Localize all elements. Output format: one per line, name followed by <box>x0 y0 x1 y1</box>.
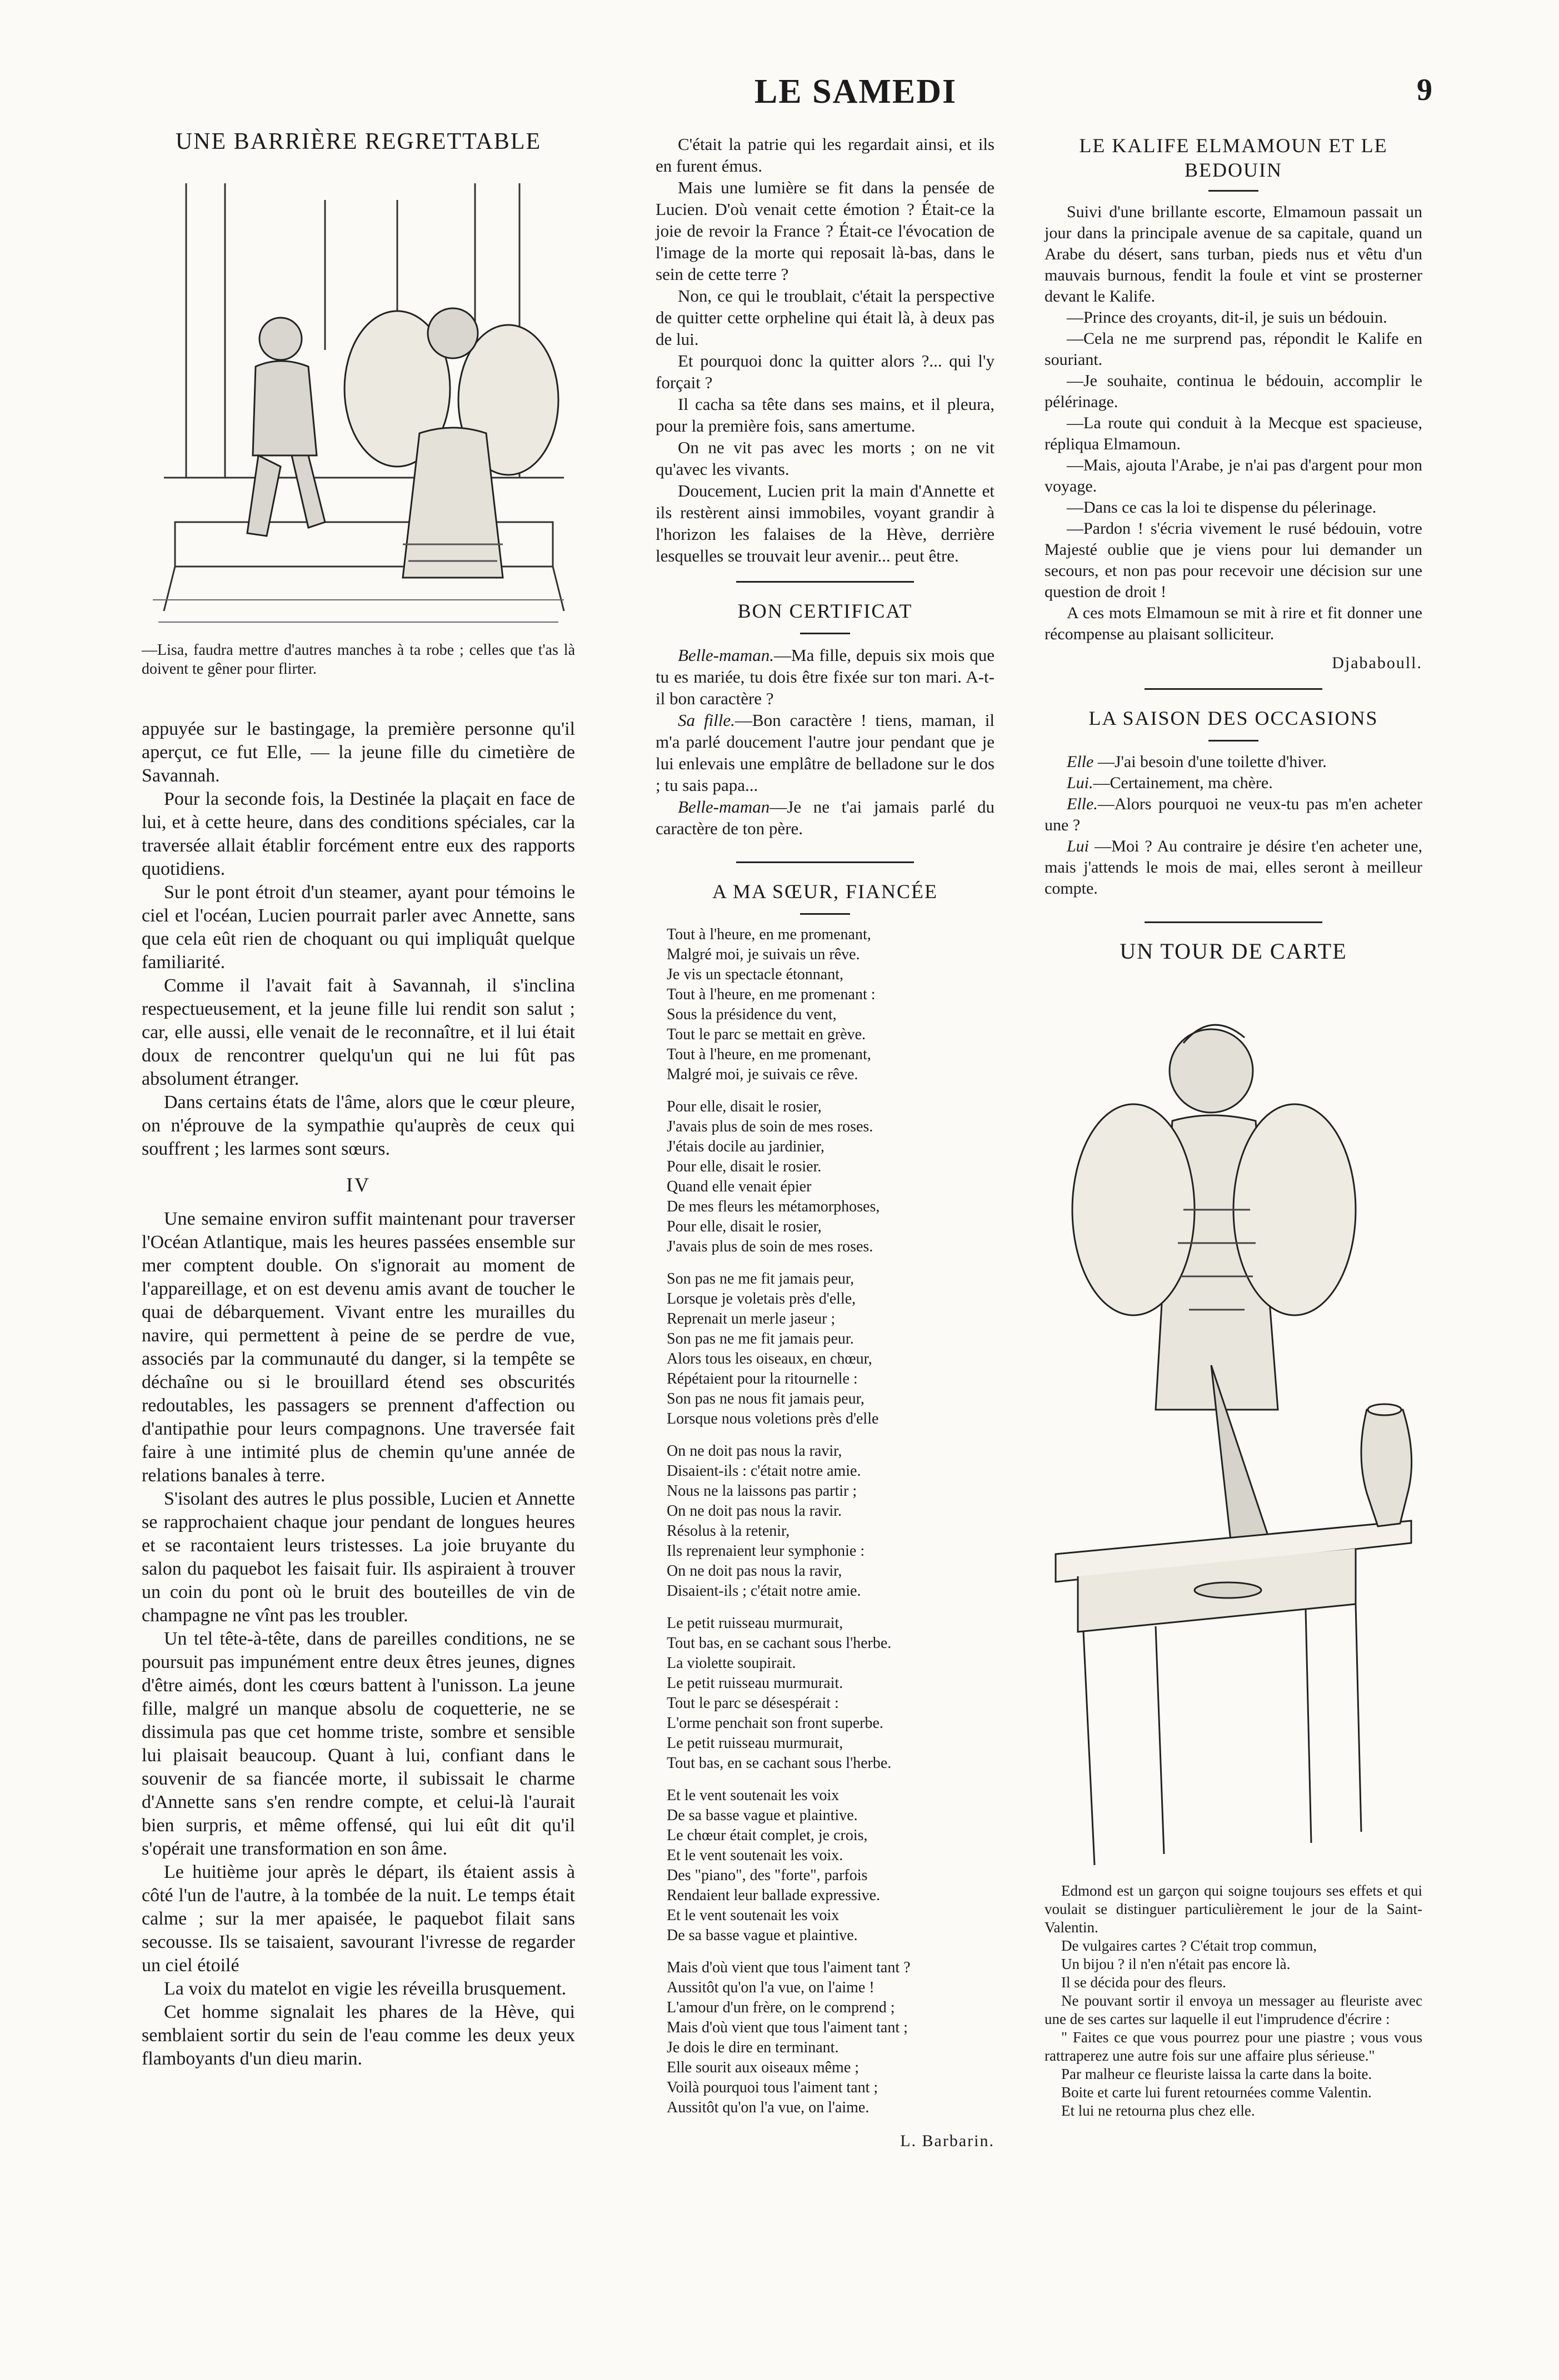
poem-line: Je vis un spectacle étonnant, <box>667 966 844 983</box>
caption-line: Boite et carte lui furent retournées comme Valentin. <box>1061 2084 1372 2101</box>
poem-line: J'étais docile au jardinier, <box>667 1138 825 1155</box>
poem-line: Le petit ruisseau murmurait, <box>667 1735 843 1752</box>
poem-line: Tout bas, en se cachant sous l'herbe. <box>667 1755 892 1772</box>
speaker: Lui <box>1067 837 1090 855</box>
poem-line: Tout le parc se désespérait : <box>667 1695 839 1712</box>
dialogue-saison <box>1045 751 1422 899</box>
paragraph: A ces mots Elmamoun se mit à rire et fit donner une récompense au plaisant solliciteur. <box>1045 604 1422 643</box>
poem-stanza <box>667 1614 995 1773</box>
poem-line: On ne doit pas nous la ravir, <box>667 1562 842 1580</box>
speaker: Elle. <box>1067 795 1098 813</box>
poem-line: Lorsque nous voletions près d'elle <box>667 1410 879 1427</box>
speech: —Certainement, ma chère. <box>1093 774 1273 792</box>
paragraph: —Dans ce cas la loi te dispense du pélerinage. <box>1067 498 1377 517</box>
poem-stanza <box>667 1097 995 1257</box>
paragraph: Suivi d'une brillante escorte, Elmamoun passait un jour dans la principale avenue de sa capitale, quand un Arabe du désert, sans turban, pieds nus et vêtu d'un mauvais burnous, fendit la foule et vint se prosterner devant le Kalife. <box>1045 203 1422 305</box>
poem-line: Ils reprenaient leur symphonie : <box>667 1542 865 1560</box>
poem-line: J'avais plus de soin de mes roses. <box>667 1238 873 1255</box>
divider <box>1145 921 1322 923</box>
caption-line: De vulgaires cartes ? C'était trop commun, <box>1061 1937 1317 1954</box>
paragraph: S'isolant des autres le plus possible, Lucien et Annette se rapprochaient chaque jour pendant de longues heures et se racontaient leurs tristesses. La joie bruyante du salon du paquebot les faisait fuir. Ils aspiraient à trouver un coin du pont où le bruit des bouteilles de vin de champagne ne vînt pas les troubler. <box>142 1489 575 1626</box>
paragraph: Doucement, Lucien prit la main d'Annette et ils restèrent ainsi immobiles, voyant grandir à l'horizon les falaises de la Hève, derrière lesquelles se trouvait leur avenir... peut être. <box>656 481 995 565</box>
poem-line: Son pas ne me fit jamais peur. <box>667 1330 854 1347</box>
dialogue-line <box>656 796 995 839</box>
poem-line: Tout à l'heure, en me promenant, <box>667 1046 871 1063</box>
poem-line: Malgré moi, je suivais ce rêve. <box>667 1066 858 1083</box>
illustration-two-figures <box>142 167 575 633</box>
caption-line: Edmond est un garçon qui soigne toujours ses effets et qui voulait se distinguer particulièrement le jour de la Saint-Valentin. <box>1045 1882 1422 1936</box>
article-body <box>142 718 575 1161</box>
article-title: UNE BARRIÈRE REGRETTABLE <box>175 129 542 154</box>
section-title-carte: UN TOUR DE CARTE <box>1120 939 1347 964</box>
poem-line: Tout bas, en se cachant sous l'herbe. <box>667 1635 892 1652</box>
column-3 <box>1045 133 1422 2120</box>
poem-line: Nous ne la laissons pas partir ; <box>667 1482 857 1500</box>
kalife-author: Djababoull. <box>1332 654 1422 672</box>
poem-line: Je dois le dire en terminant. <box>667 2039 839 2056</box>
speech: —Moi ? Au contraire je désire t'en acheter une, mais j'attends le mois de mai, elles seront à meilleur compte. <box>1045 837 1423 898</box>
poem <box>656 925 995 2118</box>
article-body-continued <box>142 1207 575 2071</box>
dialogue-line <box>1045 794 1422 836</box>
paragraph: Une semaine environ suffit maintenant pour traverser l'Océan Atlantique, mais les heures passées ensemble sur mer comptent double. On s'ignorait au moment de l'appareillage, et on est devenu amis avant de toucher le quai de débarquement. Vivant entre les murailles du navire, qui permettent à peine de se perdre de vue, associés par la communauté du danger, si la tempête se déchaîne ou si le brouillard étend ses obscurités redoutables, les passagers se prennent d'affection ou d'antipathie pour leurs compagnons. Une traversée fait faire à une intimité plus de chemin qu'une année de relations banales à terre. <box>142 1209 575 1486</box>
paragraph: Le huitième jour après le départ, ils étaient assis à côté l'un de l'autre, à la tombée de la nuit. Le temps était calme ; sur la mer apaisée, le paquebot filait sans secousse. Ils se taisaient, savourant l'ivresse de regarder un ciel étoilé <box>142 1862 575 1976</box>
column-1 <box>142 128 575 2071</box>
poem-stanza <box>667 1958 995 2118</box>
paragraph: —Cela ne me surprend pas, répondit le Kalife en souriant. <box>1045 329 1422 369</box>
poem-line: Reprenait un merle jaseur ; <box>667 1310 836 1327</box>
poem-line: Rendaient leur ballade expressive. <box>667 1887 881 1904</box>
poem-line: Des "piano", des "forte", parfois <box>667 1867 868 1884</box>
poem-line: De sa basse vague et plaintive. <box>667 1927 858 1944</box>
poem-line: La violette soupirait. <box>667 1655 796 1672</box>
speech: —Bon caractère ! tiens, maman, il m'a parlé doucement l'autre jour pendant que je lui enlevais une emplâtre de belladone sur le dos ; tu sais papa... <box>656 710 995 795</box>
dialogue-certificat <box>656 644 995 839</box>
section-title-certificat: BON CERTIFICAT <box>737 600 913 622</box>
paragraph: —La route qui conduit à la Mecque est spacieuse, répliqua Elmamoun. <box>1045 414 1422 453</box>
paragraph: appuyée sur le bastingage, la première personne qu'il aperçut, ce fut Elle, — la jeune fille du cimetière de Savannah. <box>142 719 575 786</box>
paragraph: Et pourquoi donc la quitter alors ?... qui l'y forçait ? <box>656 351 995 392</box>
poem-line: L'orme penchait son front superbe. <box>667 1715 883 1732</box>
poem-line: Pour elle, disait le rosier, <box>667 1098 822 1115</box>
poem-line: Disaient-ils ; c'était notre amie. <box>667 1582 861 1600</box>
speaker: Elle <box>1067 753 1094 771</box>
section-title-saison: LA SAISON DES OCCASIONS <box>1088 707 1378 729</box>
speaker: Sa fille. <box>678 710 735 730</box>
column-2 <box>656 133 995 2152</box>
poem-line: L'amour d'un frère, on le comprend ; <box>667 1999 895 2016</box>
poem-stanza <box>667 1269 995 1429</box>
poem-line: Et le vent soutenait les voix. <box>667 1847 843 1864</box>
paragraph: Sur le pont étroit d'un steamer, ayant pour témoins le ciel et l'océan, Lucien pourrait parler avec Annette, sans que cela eût rien de choquant ou qui impliquât quelque familiarité. <box>142 882 575 973</box>
poem-line: On ne doit pas nous la ravir. <box>667 1502 842 1520</box>
poem-line: J'avais plus de soin de mes roses. <box>667 1118 873 1135</box>
paragraph: Non, ce qui le troublait, c'était la perspective de quitter cette orpheline qui était là, à deux pas de lui. <box>656 286 995 349</box>
poem-stanza <box>667 1441 995 1601</box>
dialogue-line <box>1045 836 1422 899</box>
poem-line: Résolus à la retenir, <box>667 1522 790 1540</box>
poem-line: Malgré moi, je suivais un rêve. <box>667 946 860 963</box>
poem-line: Aussitôt qu'on l'a vue, on l'aime ! <box>667 1979 875 1996</box>
paragraph: Il cacha sa tête dans ses mains, et il pleura, pour la première fois, sans amertume. <box>656 394 995 435</box>
speaker: Belle-maman. <box>678 645 774 665</box>
carte-caption <box>1045 1882 1422 2120</box>
divider <box>800 633 850 634</box>
poem-line: Elle sourit aux oiseaux même ; <box>667 2059 860 2076</box>
caption-line: Il se décida pour des fleurs. <box>1061 1974 1226 1991</box>
poem-title: A MA SŒUR, FIANCÉE <box>712 880 938 903</box>
dialogue-line <box>656 709 995 796</box>
dialogue-line <box>1045 751 1422 773</box>
section-number: IV <box>346 1174 371 1196</box>
poem-line: On ne doit pas nous la ravir, <box>667 1442 842 1460</box>
poem-line: Tout à l'heure, en me promenant : <box>667 986 876 1003</box>
speech: —Alors pourquoi ne veux-tu pas m'en acheter une ? <box>1045 795 1422 834</box>
paragraph: On ne vit pas avec les morts ; on ne vit qu'avec les vivants. <box>656 438 995 479</box>
speech: —J'ai besoin d'une toilette d'hiver. <box>1097 753 1327 771</box>
paragraph: Dans certains états de l'âme, alors que le cœur pleure, on n'éprouve de la sympathie qu'auprès de ceux qui souffrent ; les larmes sont sœurs. <box>142 1092 575 1159</box>
paragraph: —Prince des croyants, dit-il, je suis un bédouin. <box>1067 308 1387 327</box>
poem-line: Son pas ne nous fit jamais peur, <box>667 1390 865 1407</box>
divider <box>800 913 850 915</box>
poem-stanza <box>667 1786 995 1946</box>
poem-line: Le chœur était complet, je crois, <box>667 1827 868 1844</box>
poem-line: Pour elle, disait le rosier. <box>667 1158 822 1175</box>
paragraph: Comme il l'avait fait à Savannah, il s'inclina respectueusement, et la jeune fille lui rendit son salut ; car, elle aussi, elle venait de le reconnaître, et il lui était doux de rencontrer quelqu'un qui ne lui fût pas absolument étranger. <box>142 975 575 1089</box>
divider <box>1145 688 1322 690</box>
divider <box>736 861 914 863</box>
article-continuation <box>656 133 995 567</box>
poem-line: Aussitôt qu'on l'a vue, on l'aime. <box>667 2099 870 2116</box>
caption-line: " Faites ce que vous pourrez pour une piastre ; vous vous rattraperez une autre fois sur une affaire plus sérieuse." <box>1045 2029 1422 2064</box>
poem-line: Alors tous les oiseaux, en chœur, <box>667 1350 872 1367</box>
poem-line: Et le vent soutenait les voix <box>667 1907 840 1924</box>
speech: —Je ne t'ai jamais parlé du caractère de ton père. <box>656 797 995 838</box>
speech: —Ma fille, depuis six mois que tu es mariée, tu dois être fixée sur ton mari. A-t-il bon caractère ? <box>656 645 995 708</box>
poem-line: Mais d'où vient que tous l'aiment tant ? <box>667 1959 911 1976</box>
speaker: Lui. <box>1067 774 1093 792</box>
divider <box>736 581 914 583</box>
divider <box>1208 190 1258 192</box>
poem-stanza <box>667 925 995 1085</box>
dialogue-line <box>656 644 995 709</box>
paragraph: —Pardon ! s'écria vivement le rusé bédouin, votre Majesté oublie que je viens pour lui demander un secours, et non pas pour recevoir une décision sur une question de droit ! <box>1045 519 1422 601</box>
poem-line: Disaient-ils : c'était notre amie. <box>667 1462 861 1480</box>
poem-line: Voilà pourquoi tous l'aiment tant ; <box>667 2079 878 2096</box>
illustration-caption: —Lisa, faudra mettre d'autres manches à ta robe ; celles que t'as là doivent te gêner pour flirter. <box>142 642 575 678</box>
poem-line: Quand elle venait épier <box>667 1178 812 1195</box>
page-number: 9 <box>1417 73 1432 107</box>
poem-line: Tout à l'heure, en me promenant, <box>667 926 871 943</box>
poem-line: Tout le parc se mettait en grève. <box>667 1026 866 1043</box>
poem-line: Pour elle, disait le rosier, <box>667 1218 822 1235</box>
paragraph: —Je souhaite, continua le bédouin, accomplir le pélérinage. <box>1045 372 1422 411</box>
poem-line: Mais d'où vient que tous l'aiment tant ; <box>667 2019 908 2036</box>
poem-author: L. Barbarin. <box>900 2132 995 2150</box>
poem-line: Le petit ruisseau murmurait, <box>667 1615 843 1632</box>
poem-line: Le petit ruisseau murmurait. <box>667 1675 843 1692</box>
masthead: LE SAMEDI <box>754 73 957 111</box>
kalife-story <box>1045 202 1422 645</box>
caption-line: Ne pouvant sortir il envoya un messager au fleuriste avec une de ses cartes sur laquelle il eut l'imprudence d'écrire : <box>1045 1992 1422 2027</box>
paragraph: Mais une lumière se fit dans la pensée de Lucien. D'où venait cette émotion ? Était-ce la joie de revoir la France ? Était-ce l'évocation de l'image de la morte qui reposait là-bas, dans le sein de cette terre ? <box>656 178 995 284</box>
section-title-kalife: LE KALIFE ELMAMOUN ET LE BEDOUIN <box>1079 134 1388 181</box>
paragraph: —Mais, ajouta l'Arabe, je n'ai pas d'argent pour mon voyage. <box>1045 456 1422 495</box>
poem-line: De sa basse vague et plaintive. <box>667 1807 858 1824</box>
poem-line: De mes fleurs les métamorphoses, <box>667 1198 880 1215</box>
poem-line: Son pas ne me fit jamais peur, <box>667 1270 855 1287</box>
poem-line: Et le vent soutenait les voix <box>667 1787 840 1804</box>
caption-line: Par malheur ce fleuriste laissa la carte dans la boite. <box>1061 2066 1372 2082</box>
illustration-woman-at-table <box>1045 976 1422 1876</box>
dialogue-line <box>1045 773 1422 794</box>
poem-line: Sous la présidence du vent, <box>667 1006 837 1023</box>
poem-line: Répétaient pour la ritournelle : <box>667 1370 858 1387</box>
caption-line: Et lui ne retourna plus chez elle. <box>1061 2102 1255 2119</box>
caption-line: Un bijou ? il n'en n'était pas encore là. <box>1061 1956 1291 1972</box>
poem-line: Lorsque je voletais près d'elle, <box>667 1290 856 1307</box>
paragraph: C'était la patrie qui les regardait ainsi, et ils en furent émus. <box>656 134 995 176</box>
divider <box>1208 740 1258 741</box>
paragraph: Cet homme signalait les phares de la Hève, qui semblaient sortir du sein de l'eau comme les deux yeux flamboyants d'un dieu marin. <box>142 2002 575 2069</box>
paragraph: Pour la seconde fois, la Destinée la plaçait en face de lui, et à cette heure, dans des conditions spéciales, car la traversée allait établir forcément entre eux des rapports quotidiens. <box>142 789 575 879</box>
paragraph: La voix du matelot en vigie les réveilla brusquement. <box>164 1978 567 1999</box>
speaker: Belle-maman <box>678 797 770 816</box>
paragraph: Un tel tête-à-tête, dans de pareilles conditions, ne se poursuit pas impunément entre deux êtres jeunes, dignes d'être aimés, dont les cœurs battent à l'unisson. La jeune fille, malgré un manque absolu de coquetterie, ne se dissimula pas que cet homme triste, sombre et sensible lui plaisait beaucoup. Quant à lui, confiant dans le souvenir de sa fiancée morte, il subissait le charme d'Annette sans s'en rendre compte, et celui-là l'aurait bien surpris, et même offensé, qui lui eût dit qu'il s'opérait une transformation en son âme. <box>142 1629 575 1859</box>
